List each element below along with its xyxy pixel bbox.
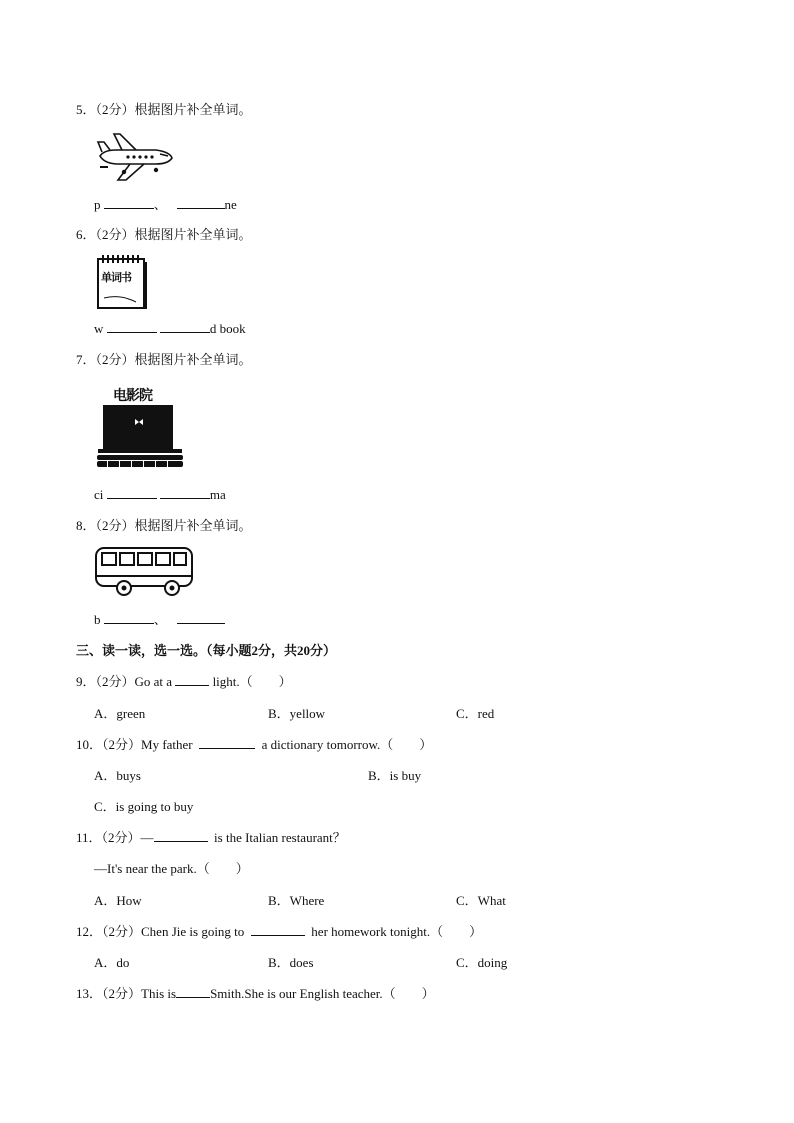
blank[interactable]: [177, 197, 225, 209]
question-13: 13．（2分）This is Smith.She is our English teacher.（ ）: [76, 986, 435, 1001]
option-a[interactable]: A．green: [94, 706, 146, 721]
question-number: 5．（2分）: [76, 102, 135, 117]
answer-line-8: b 、: [94, 612, 225, 628]
question-5: [76, 102, 252, 118]
question-text: 根据图片补全单词。: [134, 518, 252, 533]
cinema-icon: [95, 385, 185, 469]
question-12: 12．（2分）Chen Jie is going to her homework tonight.（ ）: [76, 924, 483, 939]
question-10: 10．（2分）My father a dictionary tomorrow.（ ）: [76, 737, 433, 752]
answer-line-6: w d book: [94, 321, 246, 336]
blank[interactable]: [154, 830, 208, 842]
question-9: 9．（2分）Go at a light.（ ）: [76, 674, 292, 689]
option-a[interactable]: A．do: [94, 955, 130, 970]
section-title: 三、读一读，选一选。（每小题2分，共20分）: [76, 643, 337, 658]
bus-icon: [94, 546, 196, 600]
notebook-icon: [96, 254, 148, 310]
option-c[interactable]: C．doing: [456, 955, 508, 970]
answer-line-7: ci ma: [94, 487, 226, 502]
question-text: 根据图片补全单词。: [134, 227, 252, 242]
cinema-label: 电影院: [113, 388, 152, 404]
blank[interactable]: [160, 321, 210, 333]
question-number: 6．（2分）: [76, 227, 135, 242]
question-text: 根据图片补全单词。: [134, 352, 252, 367]
option-a[interactable]: A．How: [94, 893, 142, 908]
option-b[interactable]: B．yellow: [268, 706, 326, 721]
blank[interactable]: [107, 321, 157, 333]
question-text: 根据图片补全单词。: [134, 102, 252, 117]
option-b[interactable]: B．is buy: [368, 768, 422, 783]
blank[interactable]: [176, 986, 210, 998]
option-b[interactable]: B．does: [268, 955, 314, 970]
blank[interactable]: [175, 674, 209, 686]
question-11-line2: —It's near the park.（ ）: [94, 861, 249, 876]
blank[interactable]: [251, 924, 305, 936]
question-6: [76, 227, 252, 243]
option-c[interactable]: C．is going to buy: [94, 799, 194, 814]
airplane-icon: [94, 130, 176, 182]
blank[interactable]: [177, 612, 225, 624]
question-7: [76, 352, 252, 368]
blank[interactable]: [104, 612, 154, 624]
option-c[interactable]: C．red: [456, 706, 495, 721]
question-11: 11．（2分）— is the Italian restaurant？: [76, 830, 346, 845]
option-a[interactable]: A．buys: [94, 768, 141, 783]
answer-line-5: p 、 ne: [94, 197, 237, 212]
notebook-label: 单词书: [101, 271, 131, 284]
option-c[interactable]: C．What: [456, 893, 506, 908]
question-number: 7．（2分）: [76, 352, 135, 367]
blank[interactable]: [107, 487, 157, 499]
question-number: 8．（2分）: [76, 518, 135, 533]
blank[interactable]: [160, 487, 210, 499]
option-b[interactable]: B．Where: [268, 893, 325, 908]
blank[interactable]: [199, 737, 255, 749]
blank[interactable]: [104, 197, 154, 209]
question-8: [76, 518, 252, 534]
